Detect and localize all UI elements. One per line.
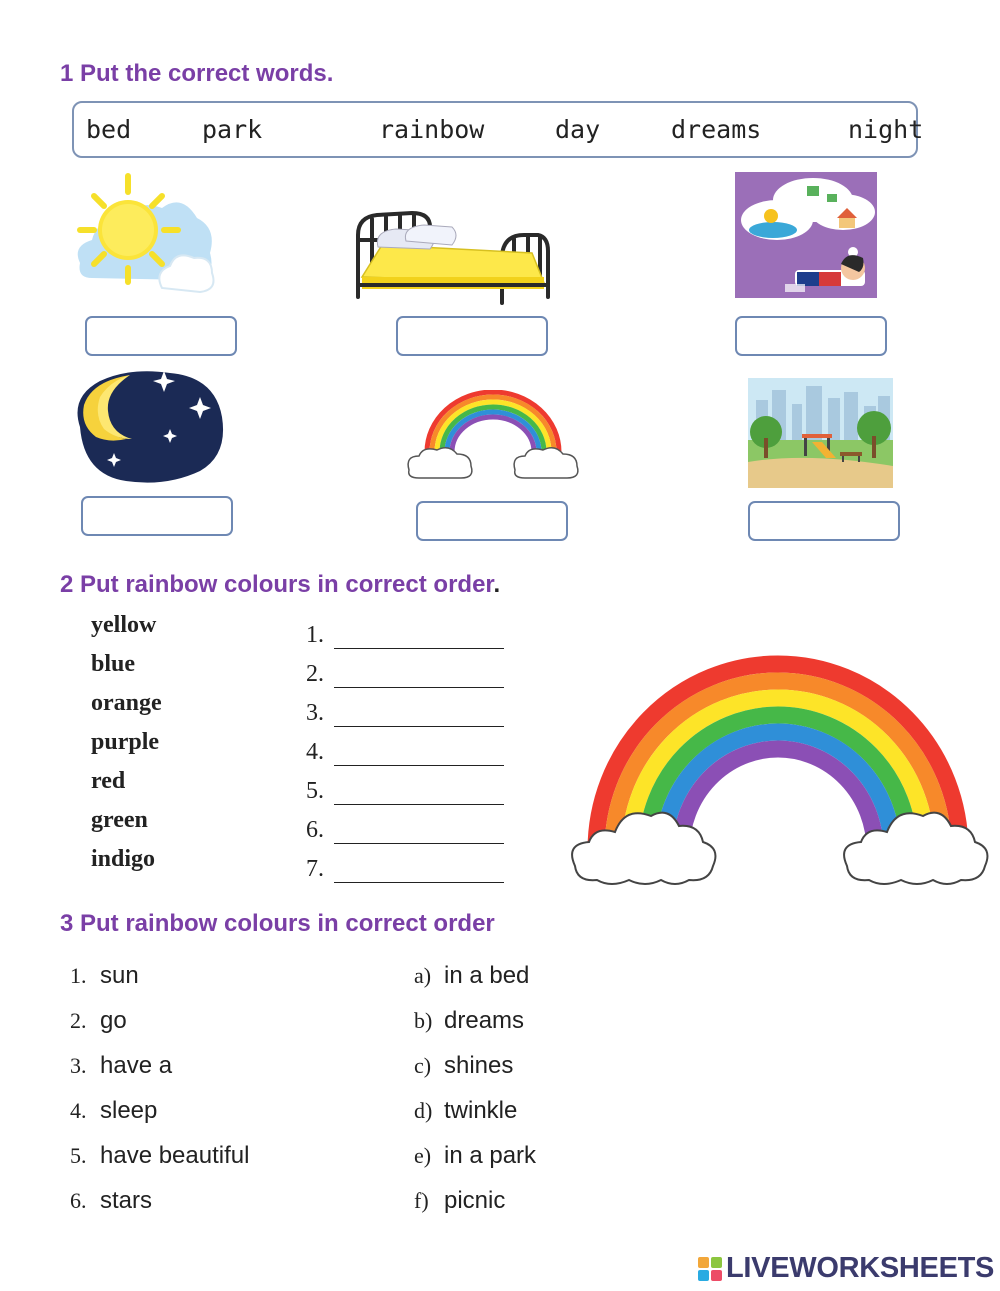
color-word: yellow <box>91 612 157 638</box>
match-left-item[interactable]: 1. sun <box>70 962 139 989</box>
word-night: night <box>848 115 924 144</box>
word-dreams: dreams <box>671 115 762 144</box>
order-blank[interactable] <box>334 626 504 649</box>
answer-box-bed[interactable] <box>396 316 548 356</box>
word-park: park <box>202 115 263 144</box>
order-line <box>306 622 504 649</box>
order-line <box>306 661 504 688</box>
big-rainbow-picture <box>565 650 990 888</box>
match-left-item[interactable]: 6. stars <box>70 1187 153 1214</box>
order-line <box>306 856 504 883</box>
match-right-item[interactable]: d) twinkle <box>414 1097 518 1124</box>
order-blank[interactable] <box>334 704 504 727</box>
liveworksheets-logo <box>698 1252 994 1285</box>
word-day: day <box>555 115 601 144</box>
section2-title: 2 Put rainbow colours in correct order. <box>60 571 501 598</box>
color-word: blue <box>91 651 136 677</box>
section1-title: 1 Put the correct words. <box>60 60 334 87</box>
answer-box-rainbow[interactable] <box>416 501 568 541</box>
order-number: 5. <box>306 778 324 804</box>
word-bed: bed <box>86 115 132 144</box>
match-right-item[interactable]: c) shines <box>414 1052 514 1079</box>
match-right-item[interactable]: f) picnic <box>414 1187 506 1214</box>
match-left-item[interactable]: 5. have beautiful <box>70 1142 250 1169</box>
match-left-item[interactable]: 2. go <box>70 1007 127 1034</box>
order-blank[interactable] <box>334 782 504 805</box>
park-picture <box>748 378 893 488</box>
logo-mark-icon <box>698 1257 722 1281</box>
order-number: 6. <box>306 817 324 843</box>
color-word: green <box>91 807 148 833</box>
order-number: 4. <box>306 739 324 765</box>
rainbow-picture <box>405 390 581 482</box>
match-right-item[interactable]: a) in a bed <box>414 962 530 989</box>
match-left-item[interactable]: 3. have a <box>70 1052 173 1079</box>
color-word: red <box>91 768 126 794</box>
color-word: orange <box>91 690 162 716</box>
order-blank[interactable] <box>334 743 504 766</box>
match-left-item[interactable]: 4. sleep <box>70 1097 158 1124</box>
word-bank <box>72 101 924 158</box>
order-line <box>306 778 504 805</box>
order-blank[interactable] <box>334 665 504 688</box>
answer-box-dreams[interactable] <box>735 316 887 356</box>
night-picture <box>70 367 225 485</box>
order-number: 2. <box>306 661 324 687</box>
match-right-item[interactable]: b) dreams <box>414 1007 525 1034</box>
answer-box-park[interactable] <box>748 501 900 541</box>
order-number: 1. <box>306 622 324 648</box>
order-blank[interactable] <box>334 860 504 883</box>
color-word: indigo <box>91 846 156 872</box>
match-right-item[interactable]: e) in a park <box>414 1142 537 1169</box>
order-line <box>306 700 504 727</box>
sun-cloud-picture <box>72 168 217 298</box>
order-number: 7. <box>306 856 324 882</box>
logo-text: LIVEWORKSHEETS <box>726 1252 995 1284</box>
order-blank[interactable] <box>334 821 504 844</box>
color-word: purple <box>91 729 160 755</box>
answer-box-night[interactable] <box>81 496 233 536</box>
order-number: 3. <box>306 700 324 726</box>
word-rainbow: rainbow <box>379 115 485 144</box>
bed-picture <box>352 205 552 307</box>
dreams-picture <box>735 172 877 298</box>
section3-title: 3 Put rainbow colours in correct order <box>60 910 495 937</box>
order-line <box>306 817 504 844</box>
answer-box-day[interactable] <box>85 316 237 356</box>
order-line <box>306 739 504 766</box>
